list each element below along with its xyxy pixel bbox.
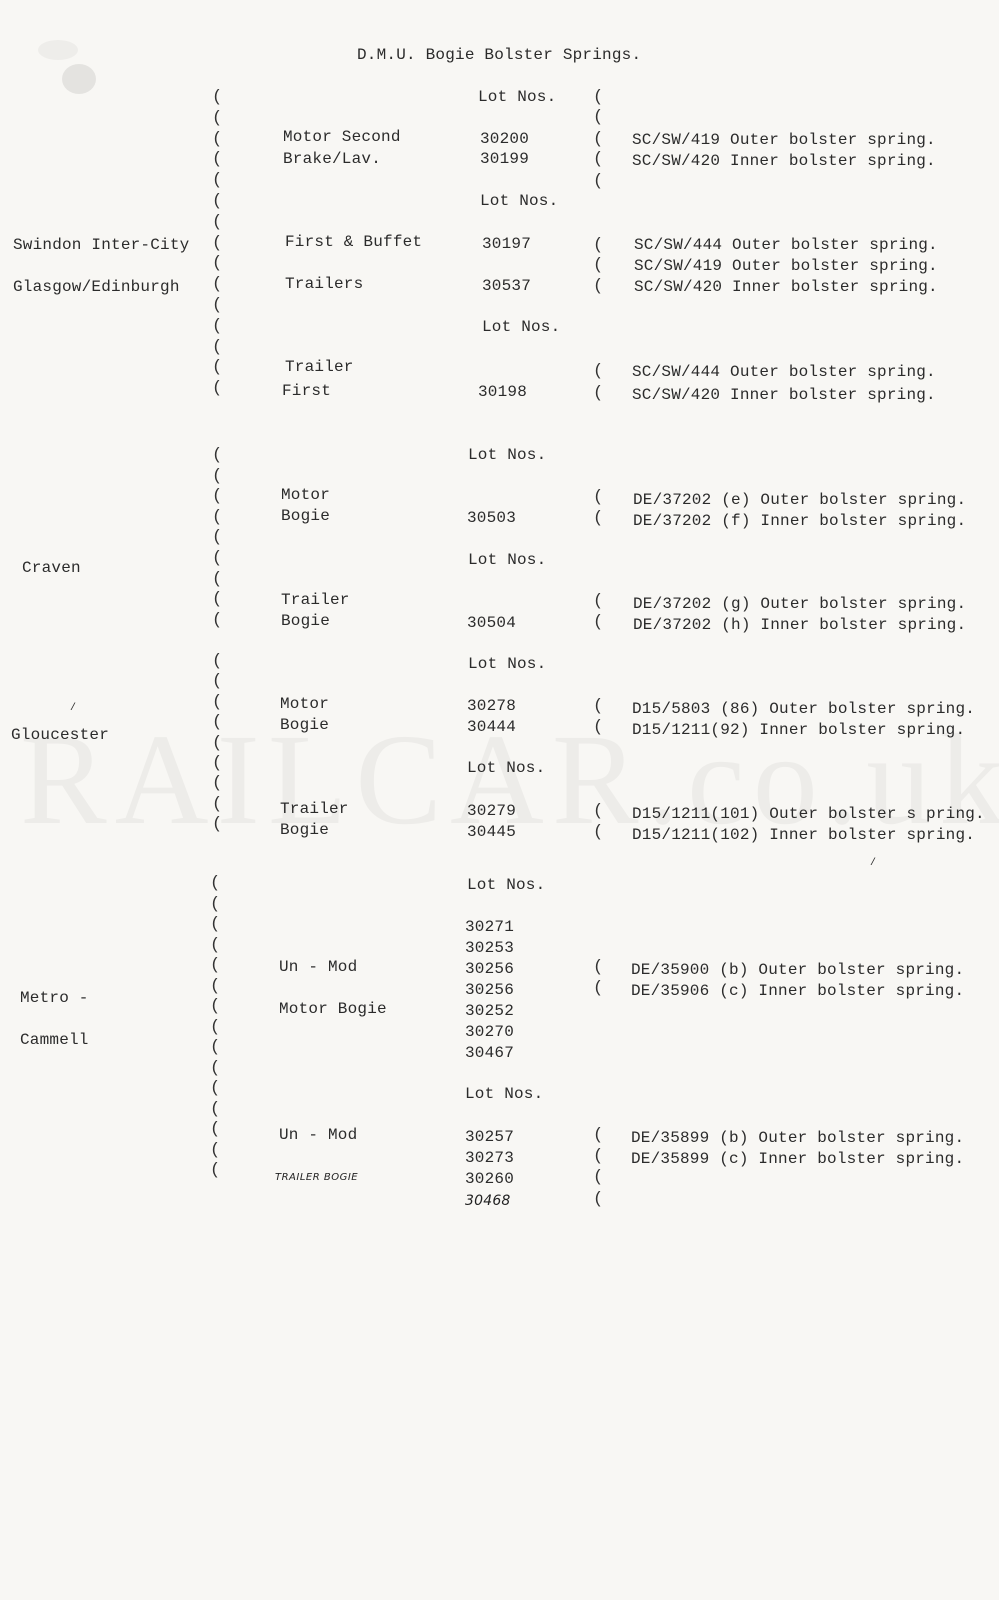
lot-number: 30256 [465,981,515,999]
bracket-mark: ( [210,894,221,914]
lot-nos-header: Lot Nos. [482,318,561,336]
bracket-mark: ( [210,976,221,996]
lot-nos-header: Lot Nos. [468,655,547,673]
vehicle-type: Bogie [281,612,331,630]
lot-number: 30504 [467,614,517,632]
spring-ref: SC/SW/444 Outer bolster spring. [634,236,938,254]
bracket-mark: ( [212,212,223,232]
vehicle-type: Trailer [280,800,349,818]
paper-smudge [62,64,96,94]
vehicle-type: Motor Bogie [279,1000,387,1018]
maker-name: Craven [22,559,81,577]
bracket-mark: ( [593,172,604,191]
vehicle-type: Brake/Lav. [283,150,382,168]
vehicle-type: First [282,382,332,400]
bracket-mark: ( [593,236,604,255]
bracket-mark: ( [593,718,604,737]
lot-nos-header: Lot Nos. [478,88,557,106]
bracket-mark: ( [212,358,223,378]
bracket-mark: ( [593,697,604,716]
bracket-mark: ( [212,171,223,191]
bracket-mark: ( [593,384,604,403]
bracket-mark: ( [210,935,221,955]
lot-number: 30198 [478,383,528,401]
lot-nos-header: Lot Nos. [467,876,546,894]
bracket-mark: ( [593,613,604,632]
bracket-mark: ( [212,733,223,753]
bracket-mark: ( [210,1140,221,1160]
bracket-mark: ( [212,794,223,814]
spring-ref: SC/SW/420 Inner bolster spring. [632,152,936,170]
spring-ref: D15/5803 (86) Outer bolster spring. [632,700,976,718]
spring-ref: DE/37202 (g) Outer bolster spring. [633,595,967,613]
spring-ref: DE/37202 (h) Inner bolster spring. [633,616,967,634]
lot-number: 30260 [465,1170,515,1188]
bracket-mark: ( [212,192,223,211]
bracket-mark: ( [210,1120,221,1139]
spring-ref: D15/1211(102) Inner bolster spring. [632,826,976,844]
lot-number: 30200 [480,130,530,148]
lot-nos-header: Lot Nos. [467,759,546,777]
bracket-mark: ( [212,254,223,274]
bracket-mark: ( [593,802,604,821]
spring-ref: D15/1211(92) Inner bolster spring. [632,721,966,739]
bracket-mark: ( [212,296,223,315]
spring-ref: DE/37202 (f) Inner bolster spring. [633,512,967,530]
bracket-mark: ( [210,915,221,934]
bracket-mark: ( [210,1161,221,1180]
lot-number: 30197 [482,235,532,253]
spring-ref: SC/SW/419 Outer bolster spring. [632,131,936,149]
lot-number: 30279 [467,802,517,820]
bracket-mark: ( [593,130,604,149]
bracket-mark: ( [212,337,223,357]
lot-nos-header: Lot Nos. [480,192,559,210]
lot-number: 30278 [467,697,517,715]
lot-number: 30467 [465,1044,515,1062]
speck: / [870,858,877,869]
vehicle-type: Motor [280,695,330,713]
bracket-mark: ( [593,509,604,528]
bracket-mark: ( [210,956,221,975]
bracket-mark: ( [212,507,223,527]
bracket-mark: ( [212,379,223,399]
page-title: D.M.U. Bogie Bolster Springs. [357,46,642,64]
lot-number: 30252 [465,1002,515,1020]
handwritten-note: TRAILER BOGIE [275,1172,359,1183]
bracket-mark: ( [593,1190,604,1209]
bracket-mark: ( [210,1017,221,1037]
vehicle-type: Bogie [280,821,330,839]
bracket-mark: ( [593,958,604,977]
spring-ref: D15/1211(101) Outer bolster s pring. [632,805,985,823]
maker-name: Metro - [20,989,89,1007]
lot-number: 30257 [465,1128,515,1146]
bracket-mark: ( [212,233,223,253]
spring-ref: SC/SW/420 Inner bolster spring. [632,386,936,404]
spring-ref: SC/SW/444 Outer bolster spring. [632,363,936,381]
maker-name: Swindon Inter-City [13,236,190,254]
bracket-mark: ( [593,823,604,842]
spring-ref: DE/35906 (c) Inner bolster spring. [631,982,965,1000]
bracket-mark: ( [210,1079,221,1098]
lot-number: 30273 [465,1149,515,1167]
vehicle-type: Motor [281,486,331,504]
lot-nos-header: Lot Nos. [465,1085,544,1103]
bracket-mark: ( [212,487,223,507]
lot-nos-header: Lot Nos. [468,551,547,569]
vehicle-type: Trailer [281,591,350,609]
handwritten-lot-number: 30468 [465,1193,511,1209]
bracket-mark: ( [593,979,604,998]
vehicle-type: Bogie [280,716,330,734]
bracket-mark: ( [212,774,223,794]
lot-number: 30537 [482,277,532,295]
bracket-mark: ( [212,713,223,733]
spring-ref: DE/37202 (e) Outer bolster spring. [633,491,967,509]
bracket-mark: ( [593,1147,604,1166]
bracket-mark: ( [212,466,223,486]
bracket-mark: ( [593,108,604,127]
spring-ref: DE/35899 (c) Inner bolster spring. [631,1150,965,1168]
vehicle-type: Trailer [285,358,354,376]
bracket-mark: ( [212,590,223,610]
bracket-mark: ( [593,592,604,611]
bracket-mark: ( [212,549,223,568]
lot-number: 30271 [465,918,515,936]
bracket-mark: ( [210,1038,221,1057]
bracket-mark: ( [593,277,604,296]
bracket-mark: ( [212,652,223,671]
bracket-mark: ( [212,610,223,630]
vehicle-type: First & Buffet [285,233,423,251]
bracket-mark: ( [210,997,221,1016]
maker-name: Cammell [20,1031,89,1049]
spring-ref: SC/SW/419 Outer bolster spring. [634,257,938,275]
speck: / [70,703,77,714]
bracket-mark: ( [593,1126,604,1145]
bracket-mark: ( [210,874,221,893]
bracket-mark: ( [212,692,223,712]
bracket-mark: ( [212,569,223,589]
bracket-mark: ( [212,129,223,149]
bracket-mark: ( [212,754,223,773]
bracket-mark: ( [212,88,223,107]
bracket-mark: ( [212,150,223,170]
lot-number: 30444 [467,718,517,736]
spring-ref: DE/35900 (b) Outer bolster spring. [631,961,965,979]
bracket-mark: ( [212,275,223,295]
vehicle-type: Bogie [281,507,331,525]
bracket-mark: ( [212,446,223,465]
bracket-mark: ( [593,1168,604,1187]
maker-name: Glasgow/Edinburgh [13,278,180,296]
lot-number: 30253 [465,939,515,957]
lot-nos-header: Lot Nos. [468,446,547,464]
spring-ref: DE/35899 (b) Outer bolster spring. [631,1129,965,1147]
vehicle-type: Trailers [285,275,364,293]
bracket-mark: ( [593,256,604,275]
lot-number: 30503 [467,509,517,527]
bracket-mark: ( [593,488,604,507]
maker-name: Gloucester [11,726,110,744]
lot-number: 30445 [467,823,517,841]
bracket-mark: ( [212,316,223,336]
bracket-mark: ( [593,362,604,381]
bracket-mark: ( [212,815,223,835]
bracket-mark: ( [210,1099,221,1119]
vehicle-type: Un - Mod [279,1126,358,1144]
vehicle-type: Motor Second [283,128,401,146]
paper-smudge [38,40,78,60]
bracket-mark: ( [593,150,604,169]
bracket-mark: ( [212,672,223,692]
bracket-mark: ( [210,1058,221,1078]
vehicle-type: Un - Mod [279,958,358,976]
lot-number: 30256 [465,960,515,978]
lot-number: 30199 [480,150,530,168]
spring-ref: SC/SW/420 Inner bolster spring. [634,278,938,296]
bracket-mark: ( [212,528,223,548]
bracket-mark: ( [593,88,604,107]
bracket-mark: ( [212,108,223,128]
lot-number: 30270 [465,1023,515,1041]
